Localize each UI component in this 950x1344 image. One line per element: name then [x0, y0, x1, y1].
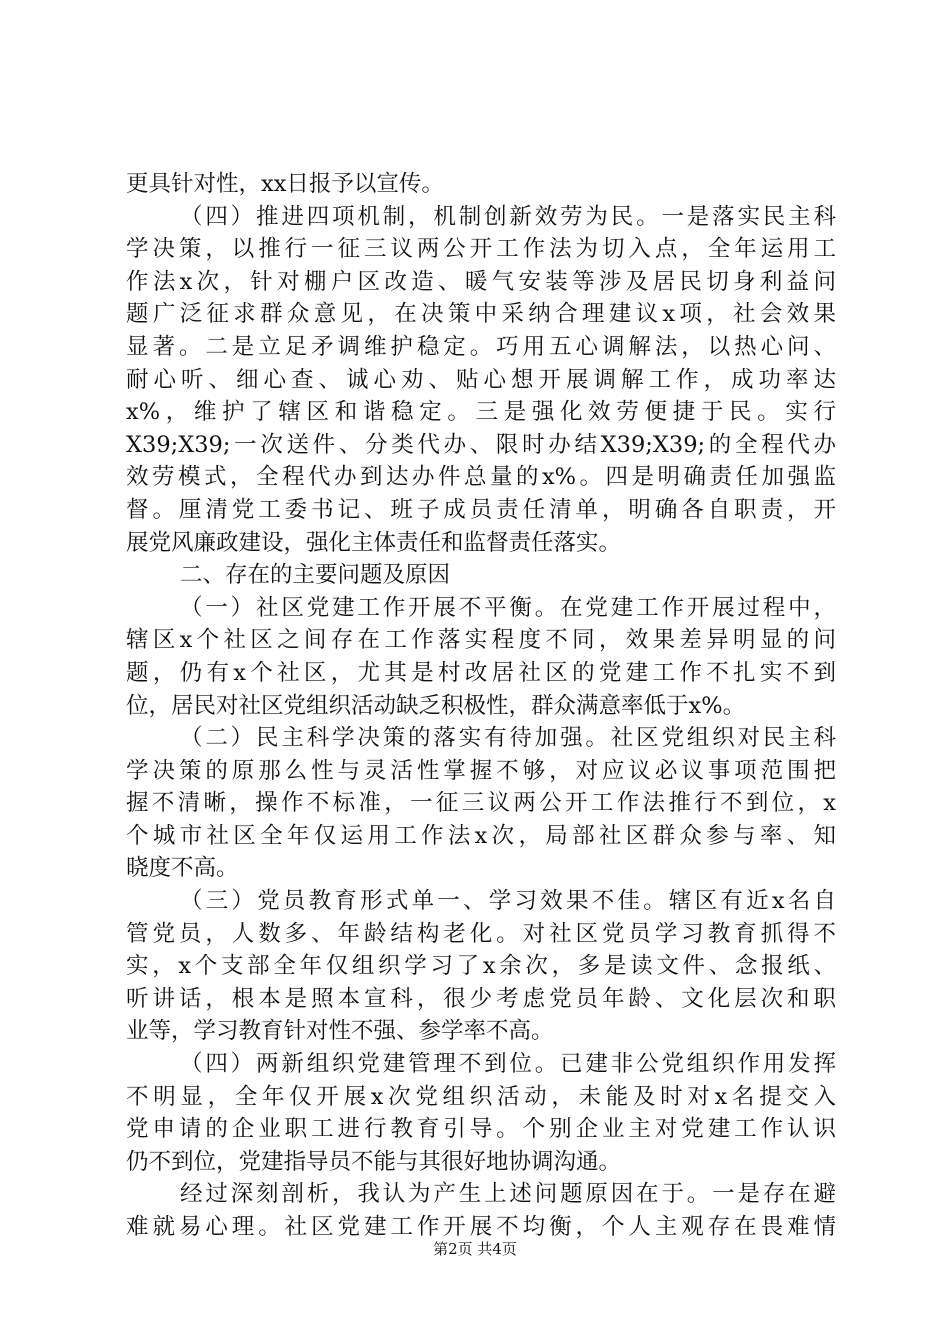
page-footer: 第2页 共4页	[433, 1240, 517, 1258]
text-line: （二）民主科学决策的落实有待加强。社区党组织对民主科	[180, 725, 836, 752]
text-line: （一）社区党建工作开展不平衡。在党建工作开展过程中，	[180, 594, 836, 621]
text-line: 二、存在的主要问题及原因	[180, 562, 451, 589]
text-line: X39;X39;一次送件、分类代办、限时办结X39;X39;的全程代办	[126, 431, 836, 458]
text-line: 经过深刻剖析，我认为产生上述问题原因在于。一是存在避	[180, 1181, 836, 1208]
text-line: 显著。二是立足矛调维护稳定。巧用五心调解法，以热心问、	[126, 333, 836, 360]
text-line: 个城市社区全年仅运用工作法x次，局部社区群众参与率、知	[126, 822, 836, 849]
text-line: （三）党员教育形式单一、学习效果不佳。辖区有近x名自	[180, 888, 836, 915]
text-line: 督。厘清党工委书记、班子成员责任清单，明确各自职责，开	[126, 496, 836, 523]
text-line: 辖区x个社区之间存在工作落实程度不同，效果差异明显的问	[126, 627, 836, 654]
text-line: 管党员，人数多、年龄结构老化。对社区党员学习教育抓得不	[126, 920, 836, 947]
text-line: 学决策的原那么性与灵活性掌握不够，对应议必议事项范围把	[126, 757, 836, 784]
text-line: 实，x个支部全年仅组织学习了x余次，多是读文件、念报纸、	[126, 953, 836, 980]
body-text	[126, 168, 836, 1244]
text-line: 晓度不高。	[126, 855, 239, 882]
text-line: 展党风廉政建设，强化主体责任和监督责任落实。	[126, 529, 622, 556]
text-line: 位，居民对社区党组织活动缺乏积极性，群众满意率低于x%。	[126, 692, 746, 719]
text-line: 作法x次，针对棚户区改造、暖气安装等涉及居民切身利益问	[126, 268, 836, 295]
text-line: 业等，学习教育针对性不强、参学率不高。	[126, 1018, 554, 1045]
text-line: 难就易心理。社区党建工作开展不均衡，个人主观存在畏难情	[126, 1214, 836, 1240]
text-line: x%，维护了辖区和谐稳定。三是强化效劳便捷于民。实行	[126, 399, 836, 426]
text-line: 党申请的企业职工进行教育引导。个别企业主对党建工作认识	[126, 1116, 836, 1143]
text-line: 题，仍有x个社区，尤其是村改居社区的党建工作不扎实不到	[126, 659, 836, 686]
text-line: 握不清晰，操作不标准，一征三议两公开工作法推行不到位，x	[126, 790, 836, 817]
text-line: 听讲话，根本是照本宣科，很少考虑党员年龄、文化层次和职	[126, 985, 836, 1012]
text-line: （四）推进四项机制，机制创新效劳为民。一是落实民主科	[180, 203, 836, 230]
text-line: 仍不到位，党建指导员不能与其很好地协调沟通。	[126, 1148, 622, 1175]
text-line: 耐心听、细心查、诚心劝、贴心想开展调解工作，成功率达	[126, 366, 836, 393]
text-line: 效劳模式，全程代办到达办件总量的x%。四是明确责任加强监	[126, 464, 836, 491]
text-line: 更具针对性，xx日报予以宣传。	[126, 171, 444, 197]
text-line: （四）两新组织党建管理不到位。已建非公党组织作用发挥	[180, 1051, 836, 1078]
text-line: 学决策，以推行一征三议两公开工作法为切入点，全年运用工	[126, 236, 836, 263]
text-line: 不明显，全年仅开展x次党组织活动，未能及时对x名提交入	[126, 1083, 836, 1110]
text-line: 题广泛征求群众意见，在决策中采纳合理建议x项，社会效果	[126, 301, 836, 328]
